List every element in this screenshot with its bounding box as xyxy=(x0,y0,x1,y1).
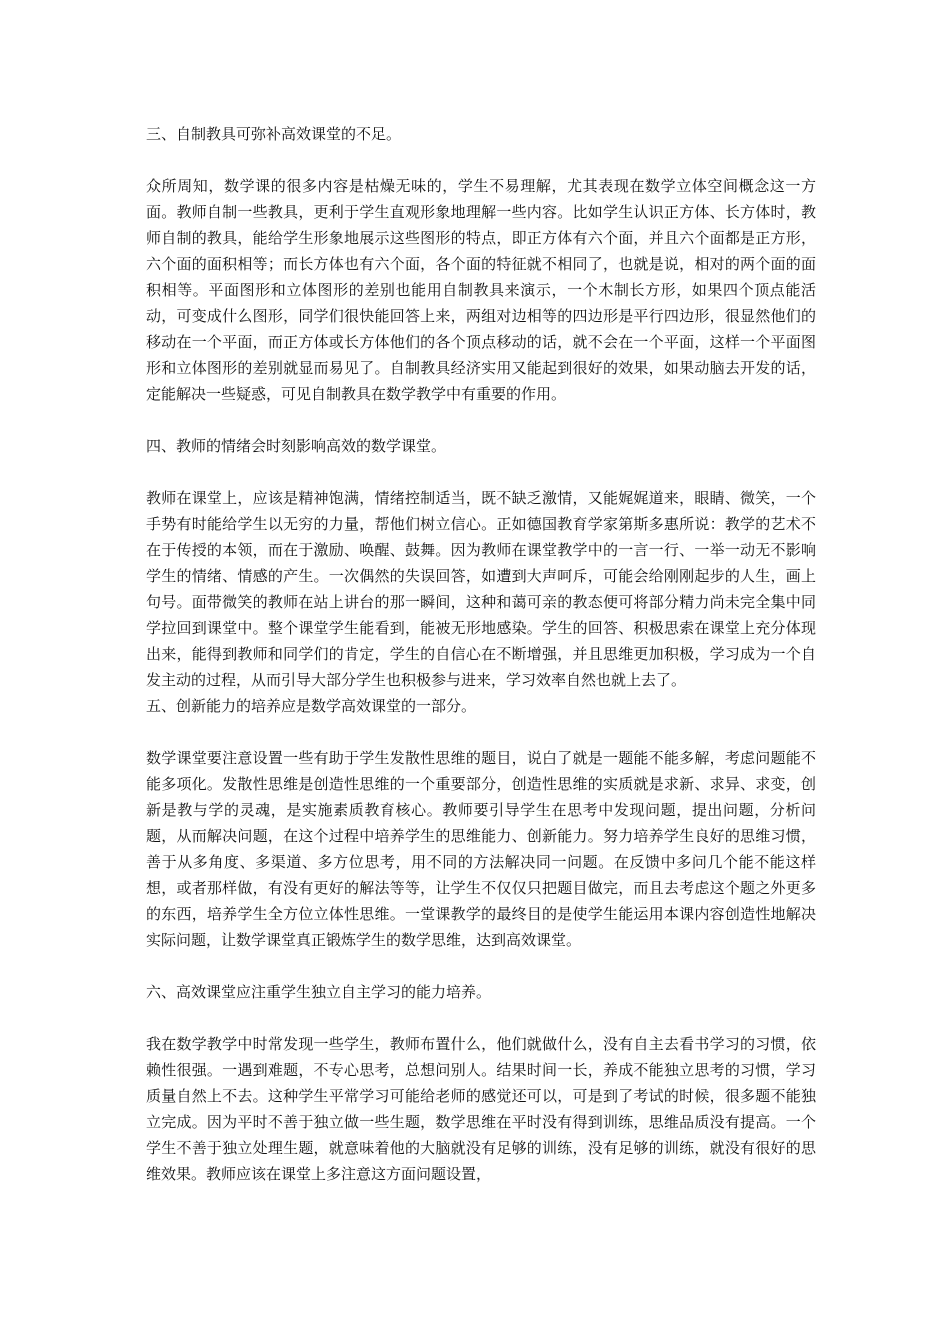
section-paragraph-4: 教师在课堂上，应该是精神饱满，情绪控制适当，既不缺乏激情，又能娓娓道来，眼睛、微笑，一个手势有时能给学生以无穷的力量，帮他们树立信心。正如德国教育学家第斯多惠所说：教学的艺术不在于传授的本领，而在于激励、唤醒、鼓舞。因为教师在课堂教学中的一言一行、一举一动无不影响学生的情绪、情感的产生。一次偶然的失误回答，如遭到大声呵斥，可能会给刚刚起步的人生，画上句号。面带微笑的教师在站上讲台的那一瞬间，这种和蔼可亲的教态便可将部分精力尚未完全集中同学拉回到课堂中。整个课堂学生能看到，能被无形地感染。学生的回答、积极思索在课堂上充分体现出来，能得到教师和同学们的肯定，学生的自信心在不断增强，并且思维更加积极，学习成为一个自发主动的过程，从而引导大部分学生也积极参与进来，学习效率自然也就上去了。 xyxy=(146,489,816,689)
section-paragraph-3: 众所周知，数学课的很多内容是枯燥无味的，学生不易理解，尤其表现在数学立体空间概念这一方面。教师自制一些教具，更利于学生直观形象地理解一些内容。比如学生认识正方体、长方体时，教师自制的教具，能给学生形象地展示这些图形的特点，即正方体有六个面，并且六个面都是正方形，六个面的面积相等；而长方体也有六个面，各个面的特征就不相同了，也就是说，相对的两个面的面积相等。平面图形和立体图形的差别也能用自制教具来演示，一个木制长方形，如果四个顶点能活动，可变成什么图形，同学们很快能回答上来，两组对边相等的四边形是平行四边形，很显然他们的移动在一个平面，而正方体或长方体他们的各个顶点移动的话，就不会在一个平面，这样一个平面图形和立体图形的差别就显而易见了。自制教具经济实用又能起到很好的效果，如果动脑去开发的话，定能解决一些疑惑，可见自制教具在数学教学中有重要的作用。 xyxy=(146,177,816,403)
section-heading-4: 四、教师的情绪会时刻影响高效的数学课堂。 xyxy=(146,437,447,455)
section-paragraph-6: 我在数学教学中时常发现一些学生，教师布置什么，他们就做什么，没有自主去看书学习的习惯，依赖性很强。一遇到难题，不专心思考，总想问别人。结果时间一长，养成不能独立思考的习惯，学习质量自然上不去。这种学生平常学习可能给老师的感觉还可以，可是到了考试的时候，很多题不能独立完成。因为平时不善于独立做一些生题，数学思维在平时没有得到训练，思维品质没有提高。一个学生不善于独立处理生题，就意味着他的大脑就没有足够的训练，没有足够的训练，就没有很好的思维效果。教师应该在课堂上多注意这方面问题设置， xyxy=(146,1035,816,1183)
section-paragraph-5: 数学课堂要注意设置一些有助于学生发散性思维的题目，说白了就是一题能不能多解，考虑问题能不能多项化。发散性思维是创造性思维的一个重要部分，创造性思维的实质就是求新、求异、求变，创新是教与学的灵魂，是实施素质教育核心。教师要引导学生在思考中发现问题，提出问题，分析问题，从而解决问题，在这个过程中培养学生的思维能力、创新能力。努力培养学生良好的思维习惯，善于从多角度、多渠道、多方位思考，用不同的方法解决同一问题。在反馈中多问几个能不能这样想，或者那样做，有没有更好的解法等等，让学生不仅仅只把题目做完，而且去考虑这个题之外更多的东西，培养学生全方位立体性思维。一堂课教学的最终目的是使学生能运用本课内容创造性地解决实际问题，让数学课堂真正锻炼学生的数学思维，达到高效课堂。 xyxy=(146,749,816,949)
section-heading-5: 五、创新能力的培养应是数学高效课堂的一部分。 xyxy=(146,697,477,715)
document-body xyxy=(146,121,816,1187)
section-heading-3: 三、自制教具可弥补高效课堂的不足。 xyxy=(146,125,402,143)
section-heading-6: 六、高效课堂应注重学生独立自主学习的能力培养。 xyxy=(146,983,492,1001)
